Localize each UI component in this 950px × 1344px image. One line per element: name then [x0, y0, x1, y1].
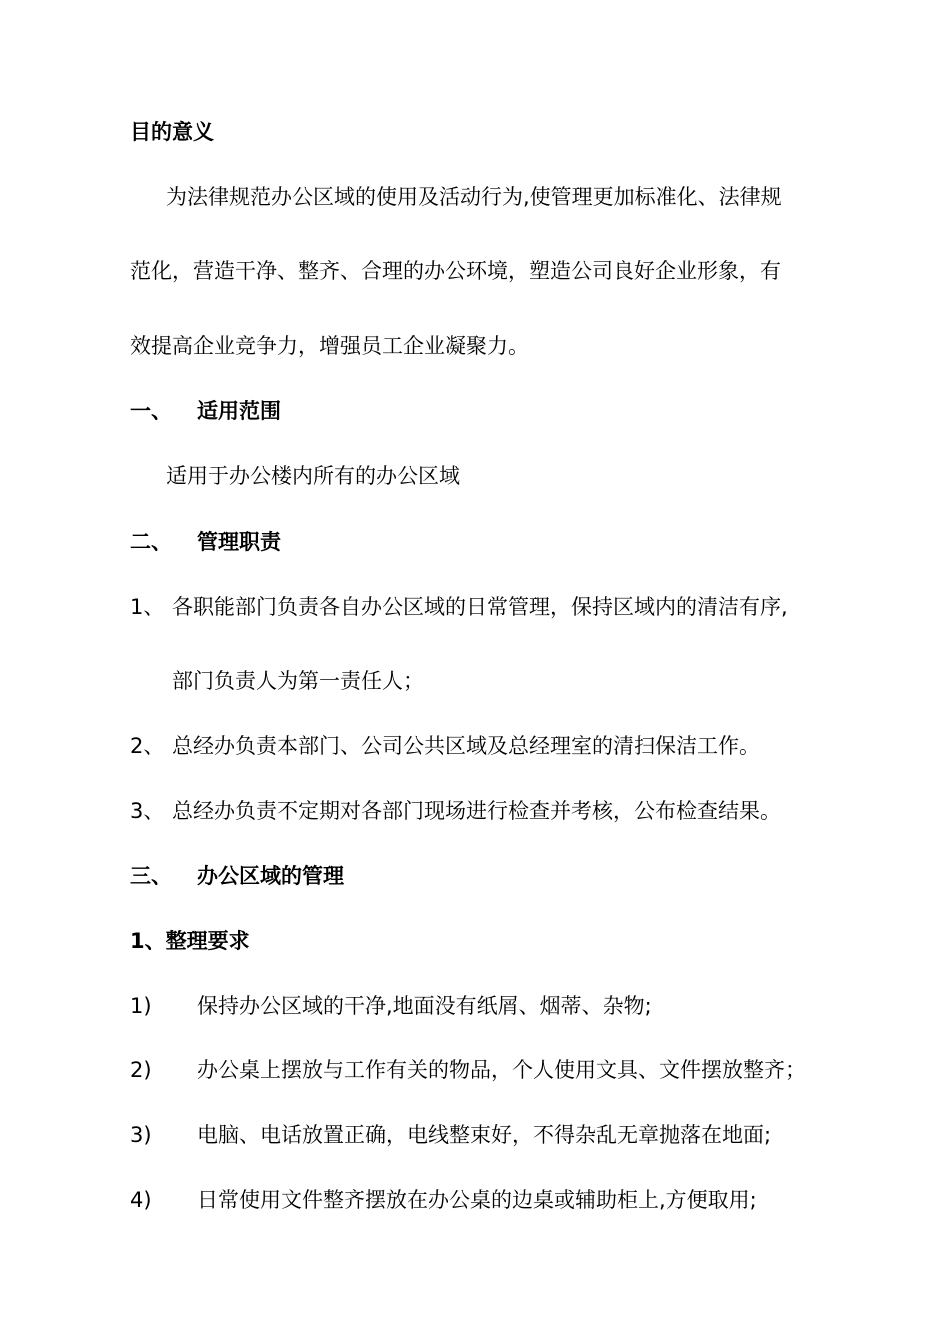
document-page: 目的意义 为法律规范办公区域的使用及活动行为,使管理更加标准化、法律规 范化，营造干净、整齐、合理的办公环境，塑造公司良好企业形象，有 效提高企业竞争力，增强员工企业凝聚力。 一、 适用范围 适用于办公楼内所有的办公区域 二、 管理职责 1、 各职能部门负责各自办公区域的日常管理，保持区域内的清洁有序, 部门负责人为第一责任人； 2、 总经办负责本部门、公司公共区域及总经理室的清扫保洁工作。 3、 总经办负责不定期对各部门现场进行检查并考核，公布检查结果。 三、 办公区域的管理 1、整理要求 1) 保持办公区域的干净,地面没有纸屑、烟蒂、杂物; 2) 办公桌上摆放与工作有关的物品，个人使用文具、文件摆放整齐； 3) 电脑、电话放置正确，电线整束好，不得杂乱无章抛落在地面; 4) 日常使用文件整齐摆放在办公桌的边桌或辅助柜上,方便取用; — [130, 120, 806, 1212]
